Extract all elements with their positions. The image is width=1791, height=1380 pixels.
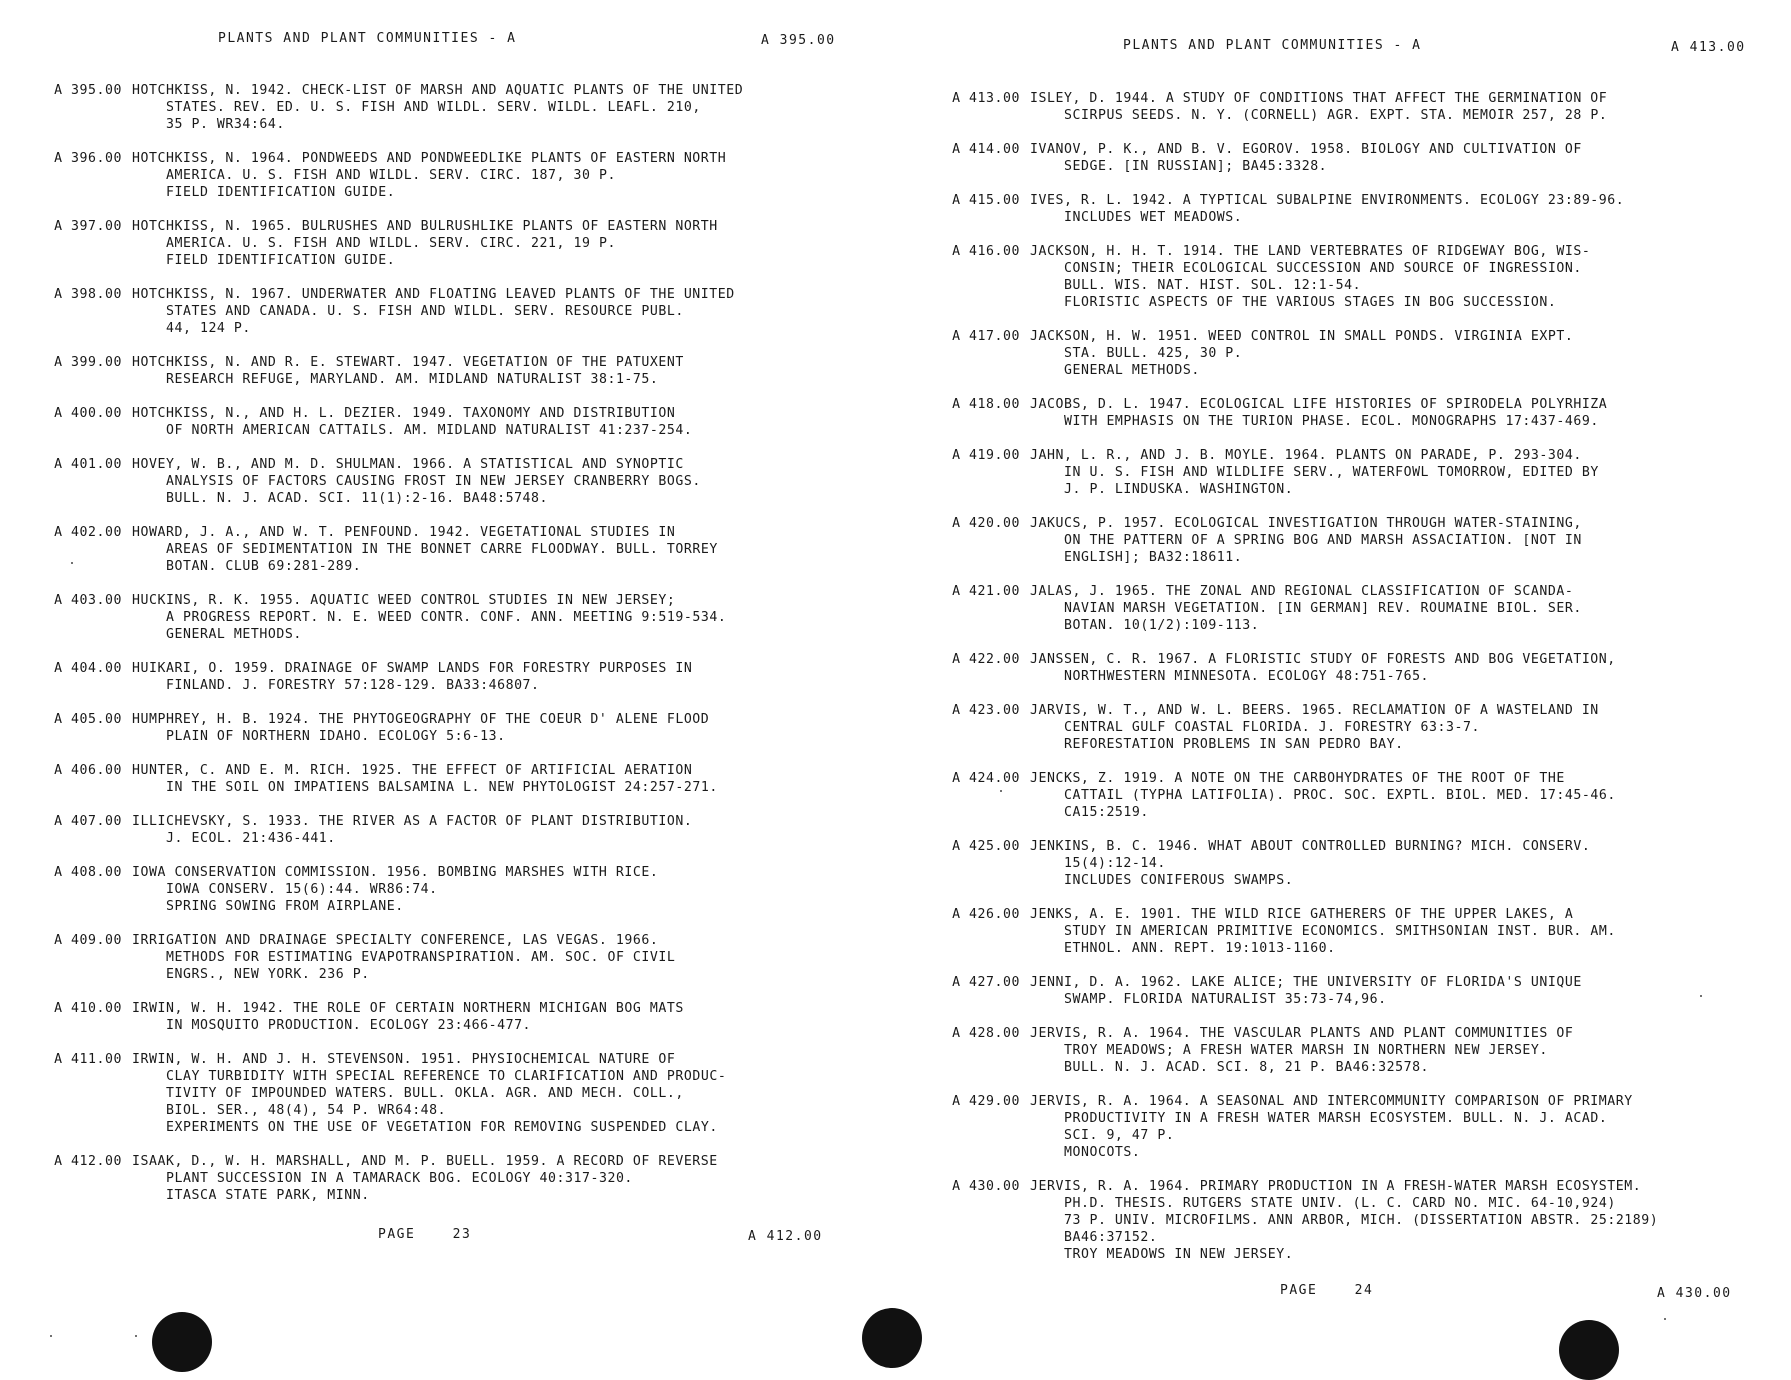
page-footer-code: A 430.00: [1657, 1286, 1732, 1301]
bibliography-entry: [920, 1093, 1791, 1161]
entry-citation: [122, 82, 743, 133]
citation-line: JENNI, D. A. 1962. LAKE ALICE; THE UNIVERSITY OF FLORIDA'S UNIQUE: [1030, 975, 1582, 990]
bibliography-entry: [920, 328, 1791, 379]
bibliography-entry: [0, 286, 880, 337]
scan-speck: [1000, 790, 1002, 792]
entry-citation: [1020, 583, 1582, 634]
bibliography-entry: [920, 974, 1791, 1008]
left-page: [0, 0, 880, 1380]
bibliography-entry: [920, 396, 1791, 430]
citation-line: AMERICA. U. S. FISH AND WILDL. SERV. CIRC. 187, 30 P.: [166, 168, 616, 183]
entry-citation: [122, 1051, 726, 1136]
citation-line: JACKSON, H. W. 1951. WEED CONTROL IN SMALL PONDS. VIRGINIA EXPT.: [1030, 329, 1574, 344]
entry-number: A 400.00: [54, 406, 122, 421]
citation-line: FLORISTIC ASPECTS OF THE VARIOUS STAGES IN BOG SUCCESSION.: [1064, 295, 1557, 310]
bibliography-entry: [0, 1153, 880, 1204]
citation-line: FIELD IDENTIFICATION GUIDE.: [166, 185, 396, 200]
entry-number: A 413.00: [952, 91, 1020, 106]
bibliography-entry: [920, 702, 1791, 753]
entry-citation: [1020, 243, 1590, 311]
citation-line: IVANOV, P. K., AND B. V. EGOROV. 1958. BIOLOGY AND CULTIVATION OF: [1030, 142, 1582, 157]
entry-number: A 399.00: [54, 355, 122, 370]
citation-line: MONOCOTS.: [1064, 1145, 1141, 1160]
citation-line: JANSSEN, C. R. 1967. A FLORISTIC STUDY OF FORESTS AND BOG VEGETATION,: [1030, 652, 1616, 667]
entry-citation: [122, 354, 684, 388]
entry-number: A 403.00: [54, 593, 122, 608]
citation-line: SWAMP. FLORIDA NATURALIST 35:73-74,96.: [1064, 992, 1387, 1007]
citation-line: STA. BULL. 425, 30 P.: [1064, 346, 1243, 361]
entry-number: A 409.00: [54, 933, 122, 948]
bibliography-entry: [920, 583, 1791, 634]
entry-citation: [122, 592, 726, 643]
citation-line: NAVIAN MARSH VEGETATION. [IN GERMAN] REV. ROUMAINE BIOL. SER.: [1064, 601, 1582, 616]
citation-line: ISLEY, D. 1944. A STUDY OF CONDITIONS THAT AFFECT THE GERMINATION OF: [1030, 91, 1608, 106]
citation-line: HOVEY, W. B., AND M. D. SHULMAN. 1966. A STATISTICAL AND SYNOPTIC: [132, 457, 684, 472]
citation-line: WITH EMPHASIS ON THE TURION PHASE. ECOL. MONOGRAPHS 17:437-469.: [1064, 414, 1599, 429]
bibliography-entry: [0, 762, 880, 796]
bibliography-list: [920, 90, 1791, 1280]
citation-line: BULL. N. J. ACAD. SCI. 11(1):2-16. BA48:5748.: [166, 491, 549, 506]
citation-line: GENERAL METHODS.: [1064, 363, 1200, 378]
entry-citation: [1020, 1093, 1633, 1161]
entry-number: A 402.00: [54, 525, 122, 540]
citation-line: METHODS FOR ESTIMATING EVAPOTRANSPIRATION. AM. SOC. OF CIVIL: [166, 950, 676, 965]
entry-number: A 418.00: [952, 397, 1020, 412]
citation-line: TROY MEADOWS IN NEW JERSEY.: [1064, 1247, 1294, 1262]
entry-citation: [1020, 906, 1616, 957]
citation-line: FIELD IDENTIFICATION GUIDE.: [166, 253, 396, 268]
citation-line: JERVIS, R. A. 1964. PRIMARY PRODUCTION IN A FRESH-WATER MARSH ECOSYSTEM.: [1030, 1179, 1642, 1194]
bibliography-entry: [920, 192, 1791, 226]
citation-line: JACOBS, D. L. 1947. ECOLOGICAL LIFE HISTORIES OF SPIRODELA POLYRHIZA: [1030, 397, 1608, 412]
entry-citation: [1020, 974, 1582, 1008]
entry-number: A 414.00: [952, 142, 1020, 157]
page-header-title: PLANTS AND PLANT COMMUNITIES - A: [218, 31, 517, 46]
citation-line: JAKUCS, P. 1957. ECOLOGICAL INVESTIGATION THROUGH WATER-STAINING,: [1030, 516, 1582, 531]
citation-line: IRRIGATION AND DRAINAGE SPECIALTY CONFERENCE, LAS VEGAS. 1966.: [132, 933, 659, 948]
entry-number: A 397.00: [54, 219, 122, 234]
citation-line: ILLICHEVSKY, S. 1933. THE RIVER AS A FACTOR OF PLANT DISTRIBUTION.: [132, 814, 693, 829]
citation-line: HOTCHKISS, N. 1964. PONDWEEDS AND PONDWEEDLIKE PLANTS OF EASTERN NORTH: [132, 151, 727, 166]
entry-citation: [1020, 328, 1573, 379]
entry-citation: [122, 762, 718, 796]
entry-citation: [1020, 1025, 1573, 1076]
bibliography-entry: [0, 864, 880, 915]
bibliography-entry: [0, 82, 880, 133]
citation-line: BOTAN. 10(1/2):109-113.: [1064, 618, 1260, 633]
bibliography-entry: [0, 592, 880, 643]
entry-citation: [1020, 515, 1582, 566]
citation-line: PRODUCTIVITY IN A FRESH WATER MARSH ECOSYSTEM. BULL. N. J. ACAD.: [1064, 1111, 1608, 1126]
citation-line: IN MOSQUITO PRODUCTION. ECOLOGY 23:466-477.: [166, 1018, 532, 1033]
citation-line: HOTCHKISS, N., AND H. L. DEZIER. 1949. TAXONOMY AND DISTRIBUTION: [132, 406, 676, 421]
entry-citation: [1020, 838, 1590, 889]
entry-citation: [122, 660, 692, 694]
bibliography-entry: [920, 906, 1791, 957]
citation-line: CA15:2519.: [1064, 805, 1149, 820]
entry-citation: [122, 150, 726, 201]
citation-line: JERVIS, R. A. 1964. A SEASONAL AND INTERCOMMUNITY COMPARISON OF PRIMARY: [1030, 1094, 1633, 1109]
entry-citation: [1020, 1178, 1658, 1263]
bibliography-list: [0, 82, 880, 1221]
citation-line: CLAY TURBIDITY WITH SPECIAL REFERENCE TO CLARIFICATION AND PRODUC-: [166, 1069, 727, 1084]
entry-number: A 415.00: [952, 193, 1020, 208]
citation-line: INCLUDES WET MEADOWS.: [1064, 210, 1243, 225]
scan-speck: [1700, 995, 1702, 997]
citation-line: 35 P. WR34:64.: [166, 117, 285, 132]
citation-line: 73 P. UNIV. MICROFILMS. ANN ARBOR, MICH. (DISSERTATION ABSTR. 25:2189): [1064, 1213, 1659, 1228]
citation-line: HOTCHKISS, N. 1967. UNDERWATER AND FLOATING LEAVED PLANTS OF THE UNITED: [132, 287, 735, 302]
bibliography-entry: [0, 354, 880, 388]
page-number: PAGE 24: [1280, 1283, 1374, 1298]
bibliography-entry: [0, 711, 880, 745]
page-header-code: A 395.00: [761, 33, 836, 48]
citation-line: PLANT SUCCESSION IN A TAMARACK BOG. ECOLOGY 40:317-320.: [166, 1171, 633, 1186]
entry-number: A 430.00: [952, 1179, 1020, 1194]
entry-number: A 419.00: [952, 448, 1020, 463]
citation-line: ETHNOL. ANN. REPT. 19:1013-1160.: [1064, 941, 1336, 956]
citation-line: SCIRPUS SEEDS. N. Y. (CORNELL) AGR. EXPT. STA. MEMOIR 257, 28 P.: [1064, 108, 1608, 123]
citation-line: HOTCHKISS, N. AND R. E. STEWART. 1947. VEGETATION OF THE PATUXENT: [132, 355, 684, 370]
citation-line: HUNTER, C. AND E. M. RICH. 1925. THE EFFECT OF ARTIFICIAL AERATION: [132, 763, 693, 778]
scan-speck: [71, 562, 73, 564]
entry-citation: [1020, 192, 1624, 226]
page-header-title: PLANTS AND PLANT COMMUNITIES - A: [1123, 38, 1422, 53]
bibliography-entry: [920, 1178, 1791, 1263]
entry-number: A 427.00: [952, 975, 1020, 990]
punch-hole: [1559, 1320, 1619, 1380]
entry-number: A 423.00: [952, 703, 1020, 718]
bibliography-entry: [0, 218, 880, 269]
citation-line: JERVIS, R. A. 1964. THE VASCULAR PLANTS AND PLANT COMMUNITIES OF: [1030, 1026, 1574, 1041]
citation-line: STATES. REV. ED. U. S. FISH AND WILDL. SERV. WILDL. LEAFL. 210,: [166, 100, 701, 115]
entry-number: A 429.00: [952, 1094, 1020, 1109]
entry-number: A 410.00: [54, 1001, 122, 1016]
punch-hole: [862, 1308, 922, 1368]
citation-line: PH.D. THESIS. RUTGERS STATE UNIV. (L. C. CARD NO. MIC. 64-10,924): [1064, 1196, 1616, 1211]
bibliography-entry: [0, 405, 880, 439]
citation-line: RESEARCH REFUGE, MARYLAND. AM. MIDLAND NATURALIST 38:1-75.: [166, 372, 659, 387]
citation-line: ENGRS., NEW YORK. 236 P.: [166, 967, 370, 982]
citation-line: JAHN, L. R., AND J. B. MOYLE. 1964. PLANTS ON PARADE, P. 293-304.: [1030, 448, 1582, 463]
citation-line: HOTCHKISS, N. 1942. CHECK-LIST OF MARSH AND AQUATIC PLANTS OF THE UNITED: [132, 83, 744, 98]
citation-line: IRWIN, W. H. 1942. THE ROLE OF CERTAIN NORTHERN MICHIGAN BOG MATS: [132, 1001, 684, 1016]
citation-line: J. ECOL. 21:436-441.: [166, 831, 336, 846]
entry-citation: [1020, 396, 1607, 430]
bibliography-entry: [0, 456, 880, 507]
citation-line: CATTAIL (TYPHA LATIFOLIA). PROC. SOC. EXPTL. BIOL. MED. 17:45-46.: [1064, 788, 1616, 803]
entry-number: A 416.00: [952, 244, 1020, 259]
page-header-code: A 413.00: [1671, 40, 1746, 55]
entry-number: A 412.00: [54, 1154, 122, 1169]
entry-number: A 396.00: [54, 151, 122, 166]
entry-citation: [122, 864, 658, 915]
entry-number: A 425.00: [952, 839, 1020, 854]
citation-line: BULL. N. J. ACAD. SCI. 8, 21 P. BA46:32578.: [1064, 1060, 1430, 1075]
bibliography-entry: [0, 1000, 880, 1034]
entry-citation: [1020, 90, 1607, 124]
citation-line: IOWA CONSERV. 15(6):44. WR86:74.: [166, 882, 438, 897]
entry-citation: [1020, 651, 1616, 685]
page-footer-code: A 412.00: [748, 1229, 823, 1244]
citation-line: REFORESTATION PROBLEMS IN SAN PEDRO BAY.: [1064, 737, 1404, 752]
bibliography-entry: [920, 515, 1791, 566]
entry-citation: [1020, 770, 1616, 821]
scan-speck: [1664, 1318, 1666, 1320]
citation-line: HUIKARI, O. 1959. DRAINAGE OF SWAMP LANDS FOR FORESTRY PURPOSES IN: [132, 661, 693, 676]
citation-line: TIVITY OF IMPOUNDED WATERS. BULL. OKLA. AGR. AND MECH. COLL.,: [166, 1086, 684, 1101]
bibliography-entry: [920, 447, 1791, 498]
citation-line: CENTRAL GULF COASTAL FLORIDA. J. FORESTRY 63:3-7.: [1064, 720, 1480, 735]
bibliography-entry: [920, 141, 1791, 175]
entry-number: A 428.00: [952, 1026, 1020, 1041]
scan-speck: [135, 1335, 137, 1337]
entry-citation: [122, 932, 675, 983]
citation-line: HUMPHREY, H. B. 1924. THE PHYTOGEOGRAPHY OF THE COEUR D' ALENE FLOOD: [132, 712, 710, 727]
bibliography-entry: [0, 660, 880, 694]
citation-line: GENERAL METHODS.: [166, 627, 302, 642]
entry-number: A 426.00: [952, 907, 1020, 922]
bibliography-entry: [0, 932, 880, 983]
bibliography-entry: [920, 1025, 1791, 1076]
citation-line: TROY MEADOWS; A FRESH WATER MARSH IN NORTHERN NEW JERSEY.: [1064, 1043, 1548, 1058]
bibliography-entry: [0, 524, 880, 575]
entry-number: A 395.00: [54, 83, 122, 98]
bibliography-entry: [920, 90, 1791, 124]
citation-line: BULL. WIS. NAT. HIST. SOL. 12:1-54.: [1064, 278, 1362, 293]
citation-line: 15(4):12-14.: [1064, 856, 1166, 871]
citation-line: JALAS, J. 1965. THE ZONAL AND REGIONAL CLASSIFICATION OF SCANDA-: [1030, 584, 1574, 599]
entry-number: A 401.00: [54, 457, 122, 472]
citation-line: HOWARD, J. A., AND W. T. PENFOUND. 1942. VEGETATIONAL STUDIES IN: [132, 525, 676, 540]
citation-line: ISAAK, D., W. H. MARSHALL, AND M. P. BUELL. 1959. A RECORD OF REVERSE: [132, 1154, 718, 1169]
citation-line: AMERICA. U. S. FISH AND WILDL. SERV. CIRC. 221, 19 P.: [166, 236, 616, 251]
citation-line: JENCKS, Z. 1919. A NOTE ON THE CARBOHYDRATES OF THE ROOT OF THE: [1030, 771, 1565, 786]
citation-line: IOWA CONSERVATION COMMISSION. 1956. BOMBING MARSHES WITH RICE.: [132, 865, 659, 880]
bibliography-entry: [0, 1051, 880, 1136]
citation-line: BIOL. SER., 48(4), 54 P. WR64:48.: [166, 1103, 447, 1118]
page-number: PAGE 23: [378, 1227, 472, 1242]
bibliography-entry: [0, 813, 880, 847]
bibliography-entry: [0, 150, 880, 201]
punch-hole: [152, 1312, 212, 1372]
citation-line: STATES AND CANADA. U. S. FISH AND WILDL. SERV. RESOURCE PUBL.: [166, 304, 684, 319]
bibliography-entry: [920, 651, 1791, 685]
citation-line: FINLAND. J. FORESTRY 57:128-129. BA33:46807.: [166, 678, 540, 693]
citation-line: IVES, R. L. 1942. A TYPTICAL SUBALPINE ENVIRONMENTS. ECOLOGY 23:89-96.: [1030, 193, 1625, 208]
entry-number: A 424.00: [952, 771, 1020, 786]
citation-line: NORTHWESTERN MINNESOTA. ECOLOGY 48:751-765.: [1064, 669, 1430, 684]
right-page: [920, 0, 1791, 1380]
entry-number: A 421.00: [952, 584, 1020, 599]
entry-citation: [1020, 447, 1599, 498]
entry-citation: [1020, 141, 1582, 175]
entry-number: A 398.00: [54, 287, 122, 302]
citation-line: EXPERIMENTS ON THE USE OF VEGETATION FOR REMOVING SUSPENDED CLAY.: [166, 1120, 718, 1135]
citation-line: IN THE SOIL ON IMPATIENS BALSAMINA L. NEW PHYTOLOGIST 24:257-271.: [166, 780, 718, 795]
entry-number: A 408.00: [54, 865, 122, 880]
entry-citation: [122, 286, 735, 337]
citation-line: ENGLISH]; BA32:18611.: [1064, 550, 1243, 565]
citation-line: IRWIN, W. H. AND J. H. STEVENSON. 1951. PHYSIOCHEMICAL NATURE OF: [132, 1052, 676, 1067]
entry-number: A 417.00: [952, 329, 1020, 344]
citation-line: ITASCA STATE PARK, MINN.: [166, 1188, 370, 1203]
bibliography-entry: [920, 243, 1791, 311]
entry-citation: [122, 405, 692, 439]
citation-line: 44, 124 P.: [166, 321, 251, 336]
entry-number: A 405.00: [54, 712, 122, 727]
entry-number: A 422.00: [952, 652, 1020, 667]
entry-number: A 407.00: [54, 814, 122, 829]
citation-line: STUDY IN AMERICAN PRIMITIVE ECONOMICS. SMITHSONIAN INST. BUR. AM.: [1064, 924, 1616, 939]
citation-line: J. P. LINDUSKA. WASHINGTON.: [1064, 482, 1294, 497]
entry-citation: [122, 711, 709, 745]
bibliography-entry: [920, 770, 1791, 821]
citation-line: PLAIN OF NORTHERN IDAHO. ECOLOGY 5:6-13.: [166, 729, 506, 744]
citation-line: HOTCHKISS, N. 1965. BULRUSHES AND BULRUSHLIKE PLANTS OF EASTERN NORTH: [132, 219, 718, 234]
entry-citation: [122, 456, 701, 507]
citation-line: CONSIN; THEIR ECOLOGICAL SUCCESSION AND SOURCE OF INGRESSION.: [1064, 261, 1582, 276]
citation-line: SCI. 9, 47 P.: [1064, 1128, 1175, 1143]
bibliography-entry: [920, 838, 1791, 889]
entry-number: A 404.00: [54, 661, 122, 676]
citation-line: SEDGE. [IN RUSSIAN]; BA45:3328.: [1064, 159, 1328, 174]
entry-citation: [122, 1153, 718, 1204]
entry-citation: [122, 813, 692, 847]
citation-line: JENKS, A. E. 1901. THE WILD RICE GATHERERS OF THE UPPER LAKES, A: [1030, 907, 1574, 922]
entry-number: A 411.00: [54, 1052, 122, 1067]
scan-speck: [50, 1335, 52, 1337]
entry-citation: [122, 524, 718, 575]
citation-line: ON THE PATTERN OF A SPRING BOG AND MARSH ASSACIATION. [NOT IN: [1064, 533, 1582, 548]
entry-citation: [1020, 702, 1599, 753]
citation-line: JENKINS, B. C. 1946. WHAT ABOUT CONTROLLED BURNING? MICH. CONSERV.: [1030, 839, 1591, 854]
citation-line: SPRING SOWING FROM AIRPLANE.: [166, 899, 404, 914]
citation-line: JARVIS, W. T., AND W. L. BEERS. 1965. RECLAMATION OF A WASTELAND IN: [1030, 703, 1599, 718]
entry-citation: [122, 218, 718, 269]
entry-number: A 420.00: [952, 516, 1020, 531]
citation-line: JACKSON, H. H. T. 1914. THE LAND VERTEBRATES OF RIDGEWAY BOG, WIS-: [1030, 244, 1591, 259]
citation-line: BOTAN. CLUB 69:281-289.: [166, 559, 362, 574]
citation-line: HUCKINS, R. K. 1955. AQUATIC WEED CONTROL STUDIES IN NEW JERSEY;: [132, 593, 676, 608]
citation-line: AREAS OF SEDIMENTATION IN THE BONNET CARRE FLOODWAY. BULL. TORREY: [166, 542, 718, 557]
citation-line: A PROGRESS REPORT. N. E. WEED CONTR. CONF. ANN. MEETING 9:519-534.: [166, 610, 727, 625]
citation-line: BA46:37152.: [1064, 1230, 1158, 1245]
entry-citation: [122, 1000, 684, 1034]
citation-line: IN U. S. FISH AND WILDLIFE SERV., WATERFOWL TOMORROW, EDITED BY: [1064, 465, 1599, 480]
citation-line: ANALYSIS OF FACTORS CAUSING FROST IN NEW JERSEY CRANBERRY BOGS.: [166, 474, 701, 489]
citation-line: OF NORTH AMERICAN CATTAILS. AM. MIDLAND NATURALIST 41:237-254.: [166, 423, 693, 438]
citation-line: INCLUDES CONIFEROUS SWAMPS.: [1064, 873, 1294, 888]
entry-number: A 406.00: [54, 763, 122, 778]
